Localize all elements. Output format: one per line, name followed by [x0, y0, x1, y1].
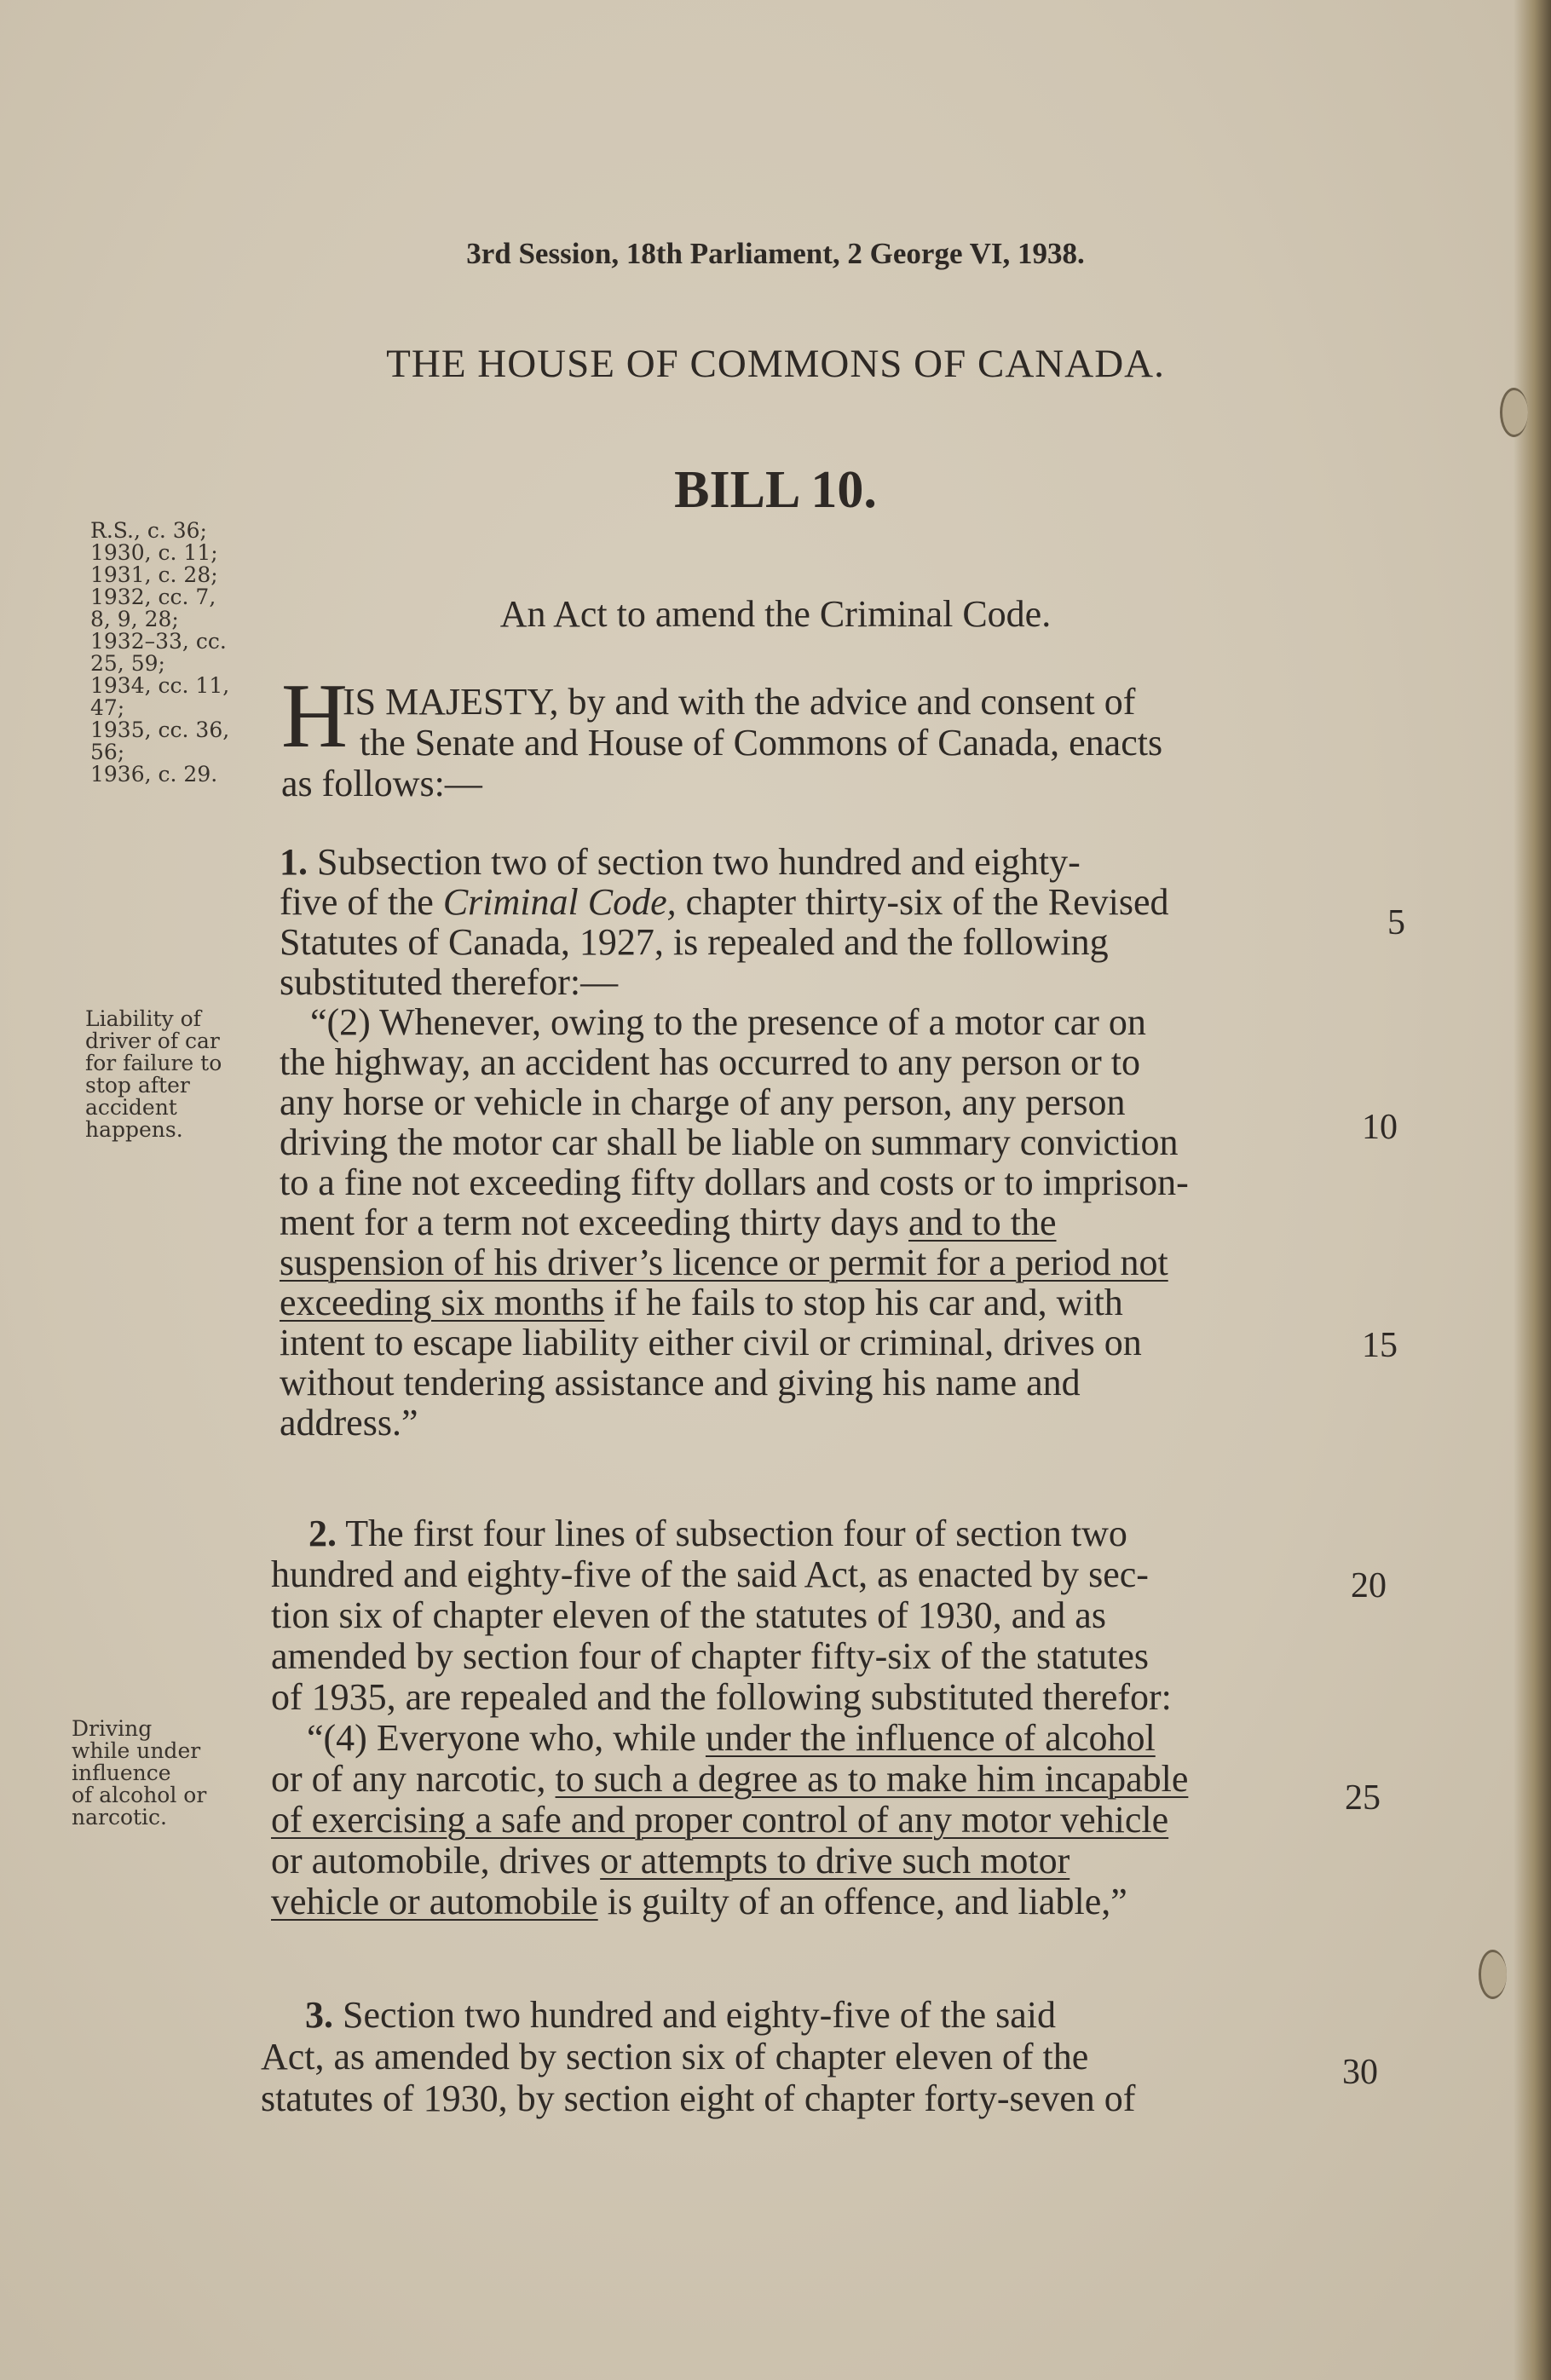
text-run: if he fails to stop his car and, with [604, 1282, 1123, 1323]
underlined-amendment: or attempts to drive such motor [600, 1840, 1070, 1882]
body-line [271, 1882, 1188, 1922]
body-line [271, 1800, 1188, 1841]
margin-note-line: 56; [90, 740, 125, 764]
body-line [307, 1718, 1188, 1759]
body-line: hundred and eighty-five of the said Act, as enacted by sec- [271, 1553, 1149, 1595]
margin-note-line: R.S., c. 36; [90, 518, 207, 543]
margin-note-line: accident [85, 1095, 177, 1120]
body-line: statutes of 1930, by section eight of chapter forty-seven of [261, 2077, 1136, 2119]
act-title: An Act to amend the Criminal Code. [499, 593, 1052, 635]
margin-note-line: 1932–33, cc. [90, 629, 227, 654]
underlined-amendment: suspension of his driver’s licence or permit for a period not [280, 1242, 1168, 1283]
body-line [308, 1513, 1188, 1554]
margin-note-line: 47; [90, 695, 125, 720]
body-line: intent to escape liability either civil or criminal, drives on [280, 1322, 1142, 1363]
body-line [280, 1202, 1189, 1242]
body-line: substituted therefor:— [280, 961, 619, 1003]
body-line: IS MAJESTY, by and with the advice and consent of [343, 681, 1136, 723]
body-line: of 1935, are repealed and the following substituted therefor: [271, 1676, 1172, 1718]
margin-note-line: Liability of [85, 1006, 201, 1031]
text-run: or of any narcotic, [271, 1758, 556, 1800]
underlined-amendment: vehicle or automobile [271, 1881, 598, 1922]
body-line [280, 1282, 1189, 1323]
body-line: driving the motor car shall be liable on summary conviction [280, 1121, 1179, 1163]
body-line: address.” [280, 1402, 418, 1444]
line-number: 5 [1387, 903, 1405, 942]
margin-note-line: 1931, c. 28; [90, 562, 218, 587]
text-run: Subsection two of section two hundred and eighty- [308, 841, 1081, 883]
body-line: amended by section four of chapter fifty-six of the statutes [271, 1635, 1150, 1677]
line-number: 30 [1342, 2053, 1378, 2092]
margin-note-driving [72, 1718, 206, 1829]
binding-hole [1479, 1950, 1507, 1999]
body-line [280, 882, 1189, 922]
margin-note-line: for failure to [85, 1051, 222, 1075]
body-line [280, 1242, 1189, 1282]
margin-note-line: influence [72, 1761, 171, 1785]
section-1 [280, 842, 1189, 1443]
margin-note-line: Driving [72, 1716, 153, 1741]
margin-note-line: 1932, cc. 7, [90, 585, 216, 609]
text-run: Section two hundred and eighty-five of the said [333, 1994, 1057, 2036]
body-line: “(2) Whenever, owing to the presence of a motor car on [310, 1001, 1146, 1043]
underlined-amendment: exceeding six months [280, 1282, 605, 1323]
text-run: The first four lines of subsection four of section two [337, 1513, 1127, 1554]
body-line: Act, as amended by section six of chapter eleven of the [261, 2036, 1089, 2077]
drop-cap: H [281, 666, 348, 767]
line-number: 10 [1362, 1108, 1398, 1147]
margin-note-line: stop after [85, 1073, 190, 1098]
body-line: the highway, an accident has occurred to any person or to [280, 1041, 1141, 1083]
house-heading: THE HOUSE OF COMMONS OF CANADA. [386, 342, 1165, 386]
section-number: 3. [305, 1994, 333, 2036]
margin-note-line: driver of car [85, 1029, 220, 1053]
italic-citation: Criminal Code, [442, 881, 677, 923]
body-line: to a fine not exceeding fifty dollars and costs or to imprison- [280, 1161, 1189, 1203]
text-run: or automobile, [271, 1840, 490, 1882]
section-number: 2. [308, 1513, 337, 1554]
text-run: “(4) Everyone who, while [307, 1717, 706, 1759]
body-line: any horse or vehicle in charge of any person, any person [280, 1081, 1126, 1123]
margin-note-line: happens. [85, 1117, 183, 1142]
margin-note-line: 1934, cc. 11, [90, 673, 230, 698]
margin-note-line: while under [72, 1738, 201, 1763]
body-line [305, 1994, 1135, 2036]
section-number: 1. [280, 841, 308, 883]
text-run: drives [489, 1840, 601, 1882]
line-number: 15 [1362, 1326, 1398, 1365]
margin-note-line: 1930, c. 11; [90, 540, 218, 565]
section-3 [261, 1994, 1135, 2119]
underlined-amendment: under the influence of alcohol [705, 1717, 1156, 1759]
body-line [271, 1759, 1188, 1800]
session-heading: 3rd Session, 18th Parliament, 2 George VI, 1938. [466, 237, 1085, 270]
text-run: is guilty of an offence, and liable,” [597, 1881, 1127, 1922]
underlined-amendment: to such a degree as to make him incapable [555, 1758, 1189, 1800]
body-line [280, 842, 1189, 882]
margin-note-line: narcotic. [72, 1805, 167, 1830]
margin-note-line: 1935, cc. 36, [90, 717, 230, 742]
margin-note-references [90, 520, 229, 786]
text-run: chapter thirty-six of the Revised [676, 881, 1169, 923]
body-line: the Senate and House of Commons of Canada, enacts [360, 722, 1163, 764]
underlined-amendment: and to the [908, 1202, 1057, 1243]
margin-note-line: of alcohol or [72, 1783, 207, 1807]
margin-note-line: 1936, c. 29. [90, 762, 218, 787]
body-line: as follows:— [281, 763, 482, 804]
text-run: five of the [280, 881, 443, 923]
binding-hole [1500, 388, 1528, 437]
line-number: 20 [1351, 1566, 1387, 1605]
section-2 [271, 1513, 1188, 1922]
margin-note-line: 8, 9, 28; [90, 607, 179, 631]
margin-note-line: 25, 59; [90, 651, 165, 676]
body-line: tion six of chapter eleven of the statutes of 1930, and as [271, 1594, 1106, 1636]
body-line: Statutes of Canada, 1927, is repealed and the following [280, 921, 1109, 963]
enacting-clause [281, 682, 1162, 804]
bill-title: BILL 10. [674, 461, 877, 519]
text-run: ment for a term not exceeding thirty days [280, 1202, 908, 1243]
body-line: without tendering assistance and giving his name and [280, 1362, 1081, 1403]
line-number: 25 [1345, 1778, 1381, 1818]
body-line [271, 1841, 1188, 1882]
underlined-amendment: of exercising a safe and proper control of any motor vehicle [271, 1799, 1169, 1841]
margin-note-liability [85, 1008, 222, 1141]
